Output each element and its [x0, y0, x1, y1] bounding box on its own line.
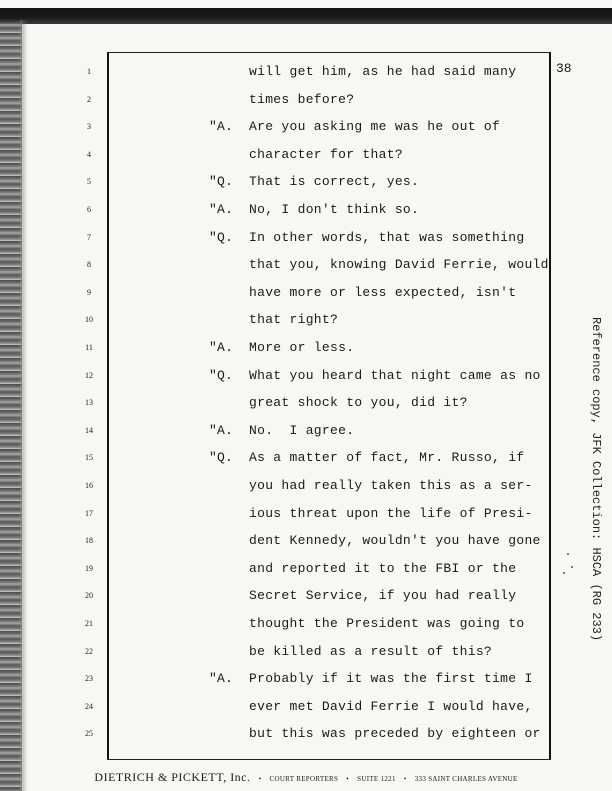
line-text: have more or less expected, isn't	[249, 284, 517, 300]
line-number: 8	[87, 260, 91, 270]
line-number: 18	[85, 536, 93, 546]
line-number: 13	[85, 398, 93, 408]
line-text: will get him, as he had said many	[249, 64, 517, 79]
line-text: In other words, that was something	[249, 229, 525, 245]
line-number: 9	[87, 287, 91, 297]
suite-label: SUITE 1221	[357, 775, 396, 783]
line-number: 7	[87, 232, 91, 242]
scan-left-edge	[0, 20, 22, 791]
speaker-marker: "Q.	[209, 367, 234, 383]
line-text: Are you asking me was he out of	[249, 119, 501, 135]
line-number: 5	[87, 177, 91, 187]
line-number: 10	[85, 315, 93, 325]
line-number: 24	[85, 701, 93, 711]
line-number: 2	[87, 94, 91, 104]
speaker-marker: "A.	[209, 422, 234, 438]
line-text: be killed as a result of this?	[249, 643, 493, 659]
line-number: 17	[85, 508, 93, 518]
line-text: Secret Service, if you had really	[249, 588, 517, 604]
scan-speck	[567, 553, 569, 555]
reporter-footer	[0, 768, 612, 786]
line-number: 3	[87, 122, 91, 132]
line-number: 22	[85, 646, 93, 656]
reference-copy-note: Reference copy, JFK Collection: HSCA (RG 233)	[589, 317, 603, 642]
line-text: No. I agree.	[249, 422, 355, 438]
speaker-marker: "Q.	[209, 450, 234, 466]
line-number: 4	[87, 149, 91, 159]
line-text: ious threat upon the life of Presi-	[249, 505, 533, 521]
line-text: dent Kennedy, wouldn't you have gone	[249, 533, 541, 549]
speaker-marker: "A.	[209, 119, 234, 135]
line-text: character for that?	[249, 146, 403, 162]
line-number: 15	[85, 453, 93, 463]
speaker-marker: "Q.	[209, 174, 234, 190]
line-text: No, I don't think so.	[249, 202, 420, 217]
line-number: 23	[85, 674, 93, 684]
footer-separator: •	[258, 775, 262, 783]
line-number: 21	[85, 619, 93, 628]
footer-separator: •	[403, 775, 407, 783]
line-text: Probably if it was the first time I	[249, 671, 533, 687]
scan-speck	[571, 566, 573, 568]
speaker-marker: "Q.	[209, 229, 234, 245]
line-text: As a matter of fact, Mr. Russo, if	[249, 450, 525, 466]
line-text: ever met David Ferrie I would have,	[249, 698, 533, 714]
line-text: and reported it to the FBI or the	[249, 560, 517, 576]
line-text: times before?	[249, 91, 355, 107]
line-number: 25	[85, 729, 93, 739]
line-number: 14	[85, 425, 93, 435]
line-number: 11	[85, 343, 93, 352]
line-number: 20	[85, 591, 93, 601]
speaker-marker: "A.	[209, 340, 234, 355]
line-text: More or less.	[249, 340, 355, 355]
page-number: 38	[556, 61, 572, 76]
speaker-marker: "A.	[209, 202, 234, 217]
line-number: 12	[85, 370, 93, 380]
line-text: thought the President was going to	[249, 616, 525, 631]
line-text: that you, knowing David Ferrie, would	[249, 257, 549, 273]
address-label: 333 SAINT CHARLES AVENUE	[414, 775, 518, 783]
line-text: That is correct, yes.	[249, 174, 420, 190]
line-text: you had really taken this as a ser-	[249, 478, 533, 493]
line-number: 6	[87, 205, 91, 214]
line-text: that right?	[249, 312, 339, 328]
speaker-marker: "A.	[209, 671, 234, 687]
line-text: great shock to you, did it?	[249, 395, 468, 411]
line-number: 16	[85, 481, 93, 490]
line-number: 1	[87, 67, 91, 76]
firm-name: DIETRICH & PICKETT, Inc.	[94, 770, 251, 784]
scan-top-border	[0, 8, 612, 24]
line-text: What you heard that night came as no	[249, 367, 541, 383]
court-reporters-label: COURT REPORTERS	[269, 775, 339, 783]
footer-separator: •	[346, 775, 350, 783]
line-number: 19	[85, 563, 93, 573]
line-text: but this was preceded by eighteen or	[249, 726, 541, 742]
scan-speck	[563, 572, 565, 574]
